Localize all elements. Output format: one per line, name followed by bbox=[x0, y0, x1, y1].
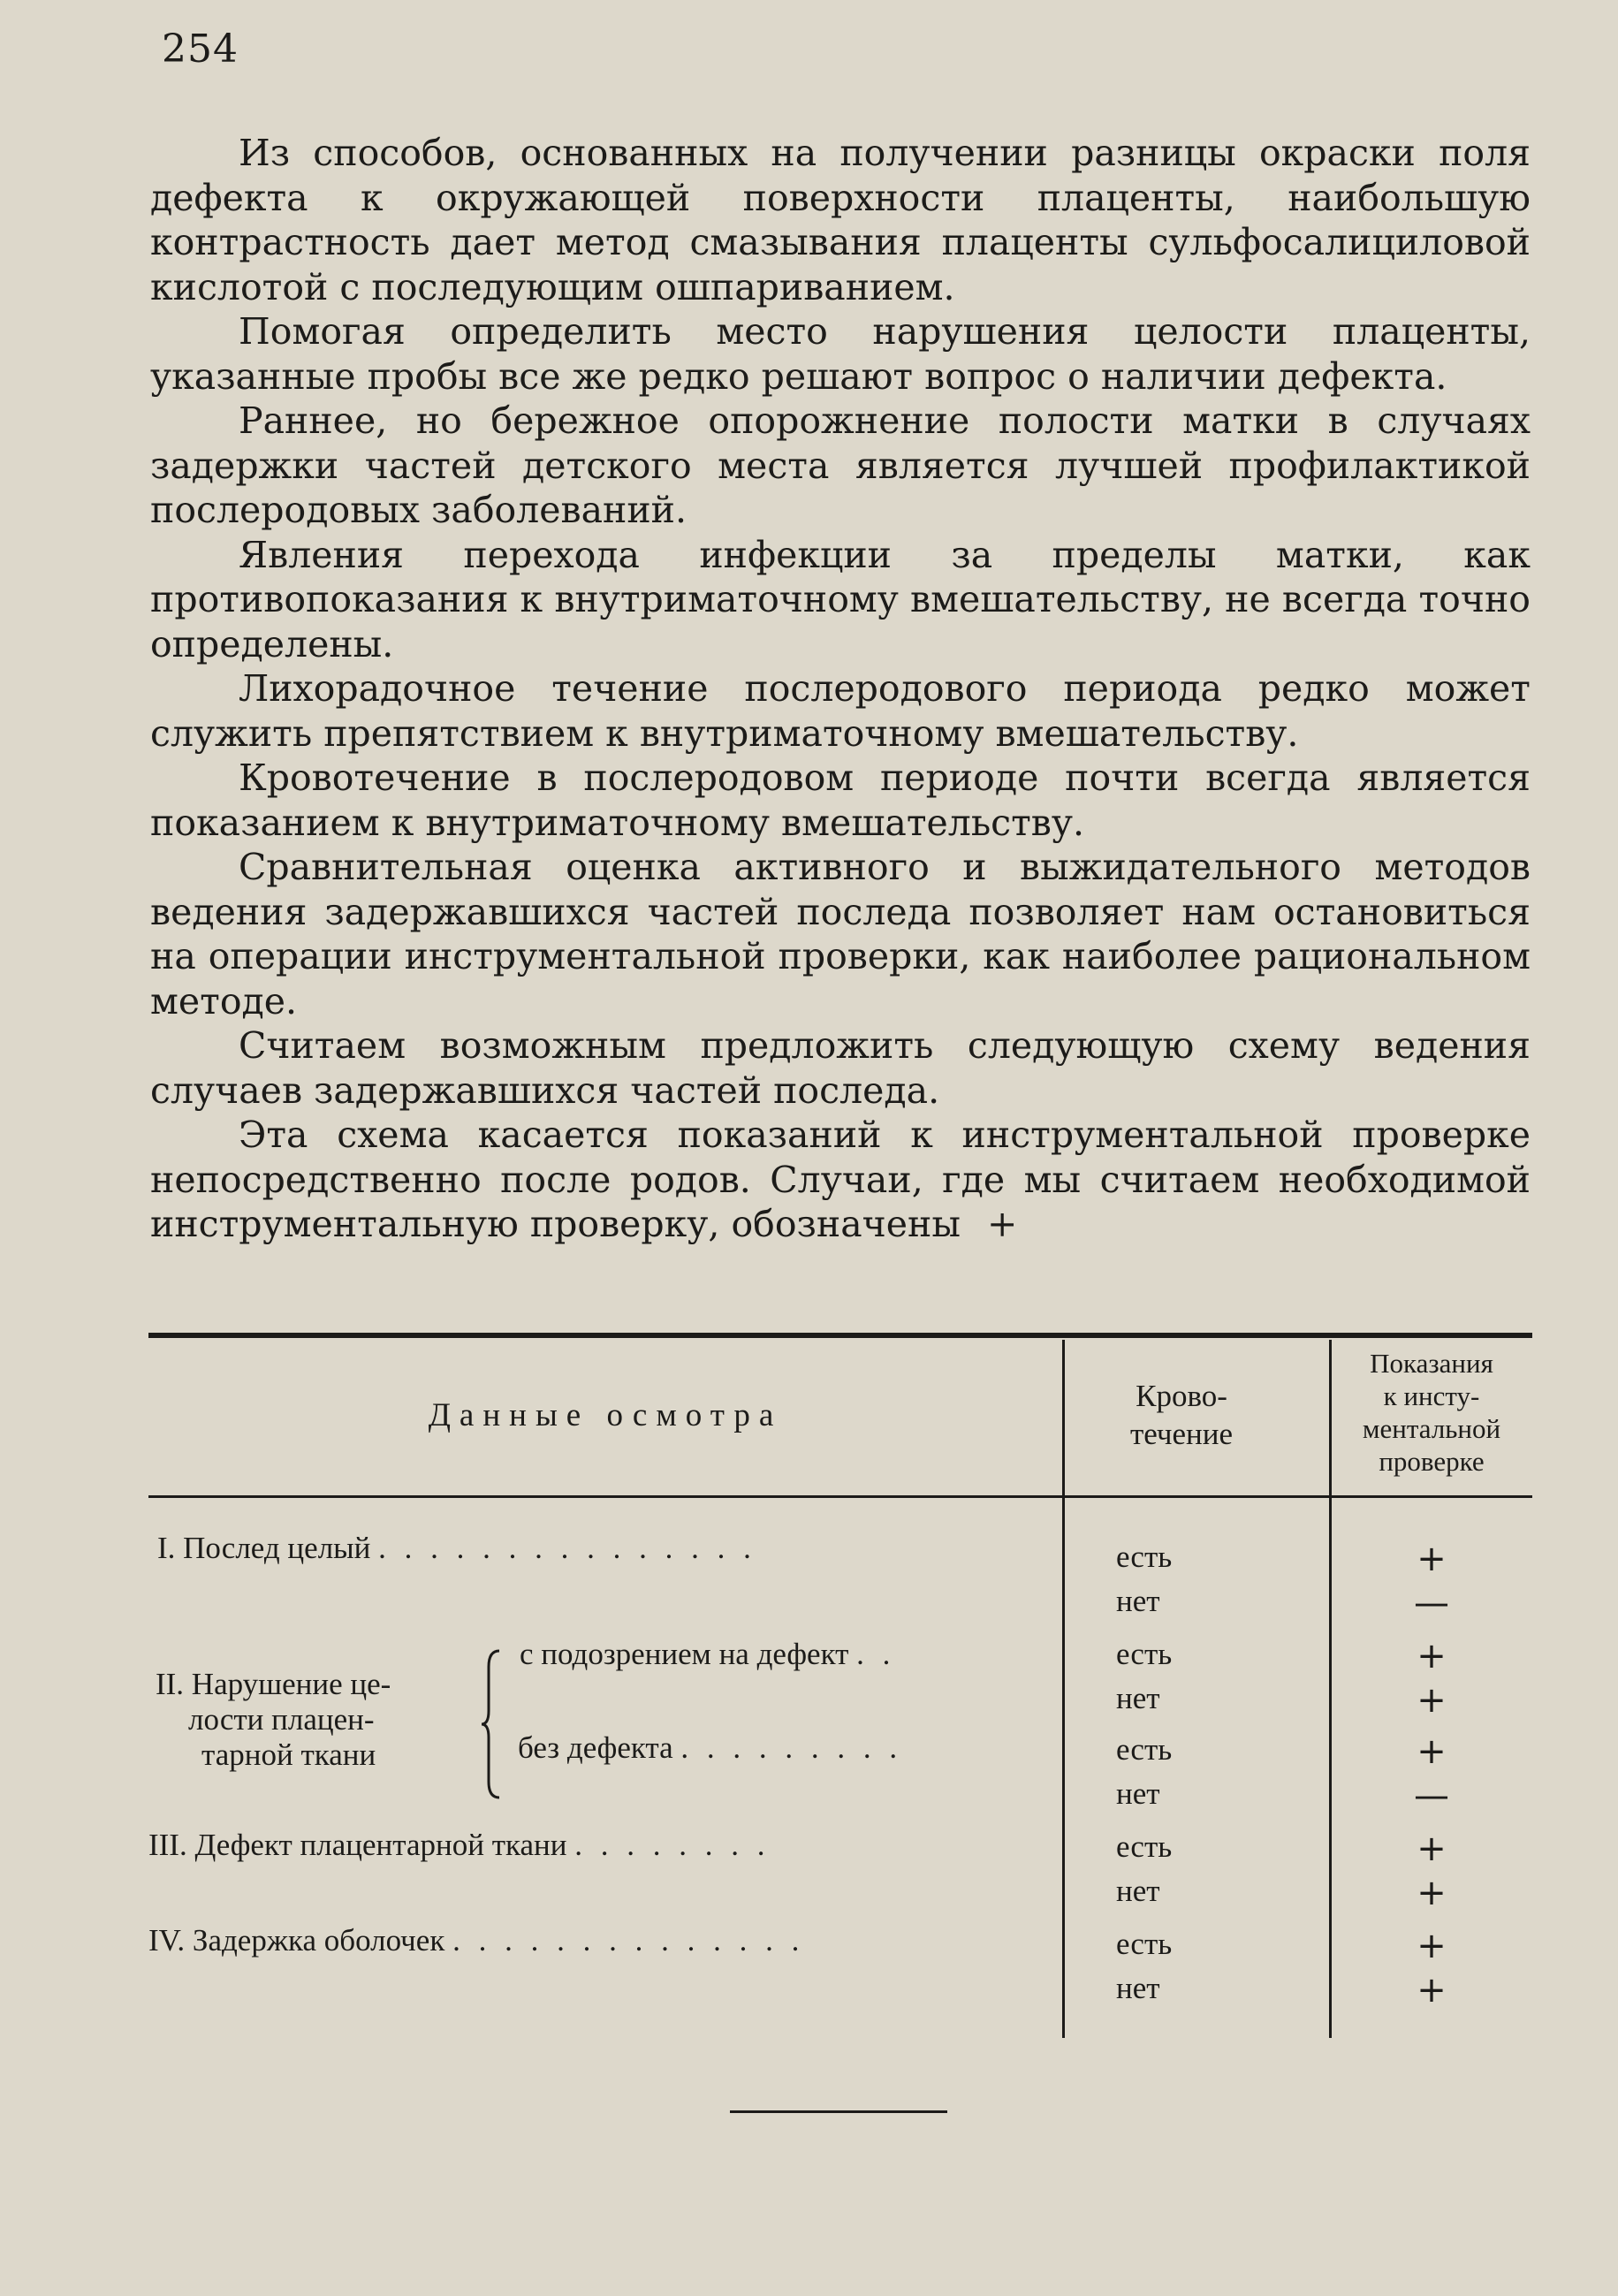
paragraph: Из способов, основанных на получении разницы окраски поля дефекта к окружающей поверхности плаценты, наибольшую контрастность дает метод смазывания плаценты сульфосалициловой кислотой с последующим ошпариванием. bbox=[150, 132, 1531, 308]
table-header-rule bbox=[148, 1495, 1532, 1498]
dot-leader: . . . . . . . . . bbox=[680, 1730, 903, 1765]
header-bleeding-line: Крово- bbox=[1136, 1379, 1227, 1413]
bleeding-value: нет bbox=[1116, 1681, 1160, 1715]
header-bleeding bbox=[1066, 1377, 1297, 1453]
row-label-line: тарной ткани bbox=[201, 1737, 376, 1772]
bleeding-value: есть bbox=[1116, 1829, 1173, 1864]
row-label: III. Дефект плацентарной ткани . . . . . . . . bbox=[148, 1828, 771, 1862]
bleeding-value: нет bbox=[1116, 1584, 1160, 1618]
dot-leader: . . . . . . . . bbox=[574, 1828, 771, 1862]
indication-mark: + bbox=[1417, 1926, 1447, 1966]
paragraph-last bbox=[150, 1113, 1531, 1247]
indication-mark: + bbox=[1417, 1970, 1447, 2011]
indication-mark: + bbox=[1417, 1680, 1447, 1721]
page-number: 254 bbox=[162, 27, 239, 72]
column-divider bbox=[1062, 1340, 1065, 2038]
indication-mark: + bbox=[1417, 1873, 1447, 1913]
bleeding-value: нет bbox=[1116, 1776, 1160, 1811]
bleeding-value: есть bbox=[1116, 1637, 1173, 1671]
indication-mark: + bbox=[1417, 1636, 1447, 1676]
dot-leader: . . . . . . . . . . . . . . bbox=[452, 1923, 805, 1958]
bleeding-value: есть bbox=[1116, 1927, 1173, 1961]
dot-leader: . . . . . . . . . . . . . . . bbox=[378, 1531, 756, 1565]
bleeding-value: есть bbox=[1116, 1540, 1173, 1574]
indication-mark: — bbox=[1414, 1775, 1449, 1816]
paragraph: Лихорадочное течение послеродового периода редко может служить препятствием к внутриматочному вмешательству. bbox=[150, 667, 1531, 755]
paragraph-text: Эта схема касается показаний к инструментальной проверке непосредственно после родов. Случаи, где мы считаем необходимой инструментальную проверку, обозначены bbox=[150, 1114, 1531, 1245]
indication-mark: + bbox=[1417, 1731, 1447, 1772]
paragraph: Сравнительная оценка активного и выжидательного методов ведения задержавшихся частей последа позволяет нам остановиться на операции инструментальной проверки, как наиболее рациональном методе. bbox=[150, 846, 1531, 1023]
row-label-line: II. Нарушение це- bbox=[156, 1667, 391, 1701]
paragraph: Раннее, но бережное опорожнение полости матки в случаях задержки частей детского места является лучшей профилактикой послеродовых заболеваний. bbox=[150, 399, 1531, 531]
paragraph: Помогая определить место нарушения целости плаценты, указанные пробы все же редко решают вопрос о наличии дефекта. bbox=[150, 310, 1531, 398]
header-indication bbox=[1331, 1347, 1532, 1478]
sub-row-label: с подозрением на дефект . . bbox=[520, 1637, 896, 1671]
header-indication-line: Показания bbox=[1370, 1348, 1493, 1379]
bleeding-value: нет bbox=[1116, 1874, 1160, 1908]
indications-table bbox=[148, 1333, 1532, 2040]
sub-row-label: без дефекта . . . . . . . . . bbox=[518, 1730, 903, 1765]
header-bleeding-line: течение bbox=[1129, 1417, 1234, 1451]
row-label-line: лости плацен- bbox=[188, 1702, 375, 1737]
row-label: I. Послед целый . . . . . . . . . . . . . . . bbox=[157, 1531, 756, 1565]
table-top-rule bbox=[148, 1333, 1532, 1338]
paragraph: Кровотечение в послеродовом периоде почти всегда является показанием к внутриматочному вмешательству. bbox=[150, 756, 1531, 844]
body-text bbox=[150, 131, 1531, 1247]
paragraph: Явления перехода инфекции за пределы матки, как противопоказания к внутриматочному вмешательству, не всегда точно определены. bbox=[150, 533, 1531, 665]
paragraph: Считаем возможным предложить следующую схему ведения случаев задержавшихся частей последа. bbox=[150, 1024, 1531, 1112]
indication-mark: + bbox=[1417, 1828, 1447, 1869]
dot-leader: . . bbox=[856, 1637, 896, 1671]
indication-mark: + bbox=[1417, 1539, 1447, 1579]
indication-mark: — bbox=[1414, 1583, 1449, 1623]
closing-rule bbox=[730, 2110, 947, 2113]
bleeding-value: есть bbox=[1116, 1732, 1173, 1767]
header-exam: Данные осмотра bbox=[428, 1397, 783, 1433]
header-indication-line: проверке bbox=[1379, 1446, 1485, 1477]
header-indication-line: ментальной bbox=[1362, 1413, 1501, 1444]
bleeding-value: нет bbox=[1116, 1971, 1160, 2005]
header-indication-line: к инсту- bbox=[1383, 1380, 1480, 1411]
row-label: IV. Задержка оболочек . . . . . . . . . . . . . . bbox=[148, 1923, 805, 1958]
brace-icon bbox=[480, 1649, 506, 1799]
plus-sign: + bbox=[987, 1203, 1018, 1245]
